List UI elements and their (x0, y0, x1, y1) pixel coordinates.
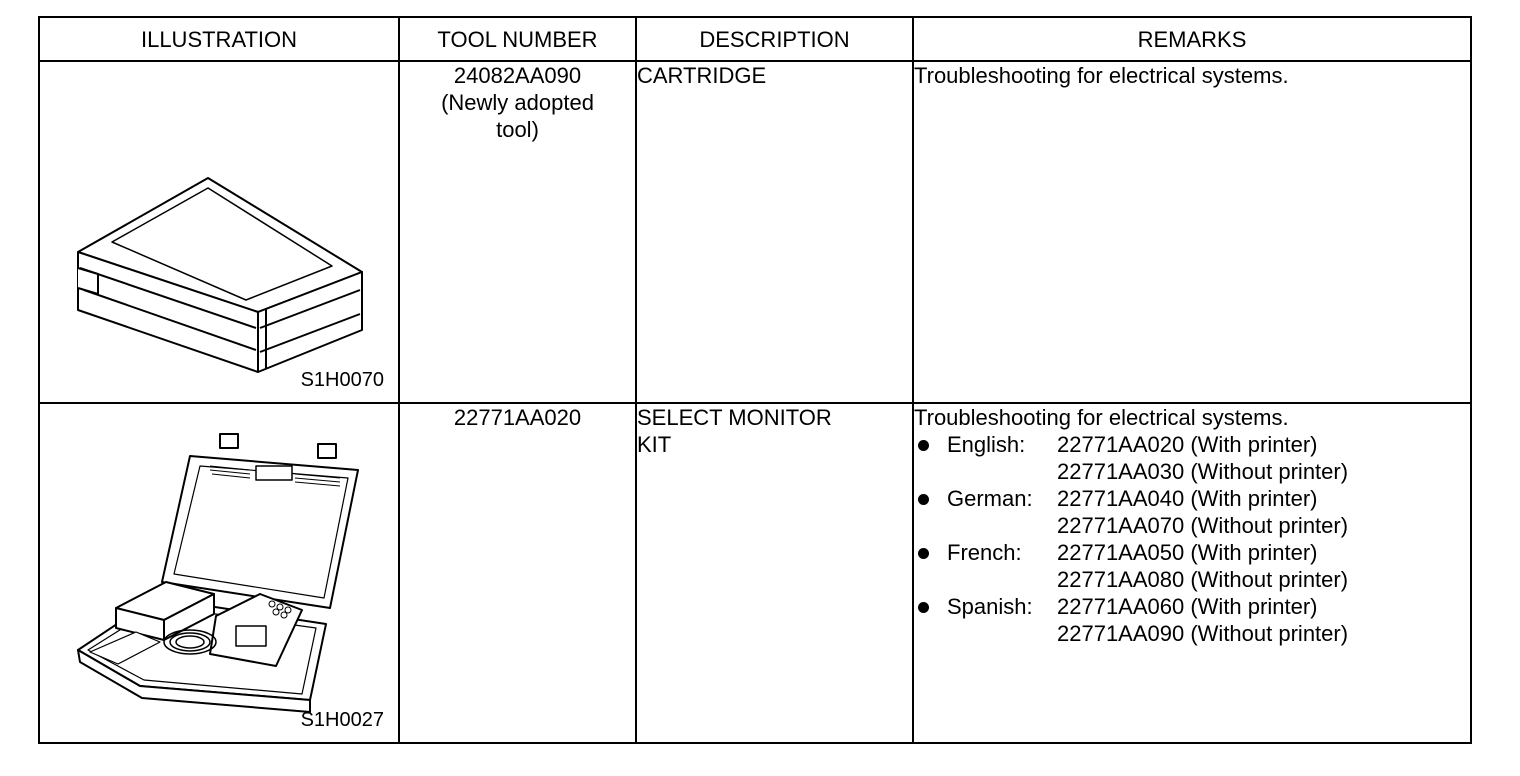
header-description: DESCRIPTION (636, 17, 913, 61)
list-item (914, 539, 1470, 593)
bullet-icon (918, 602, 929, 613)
description-cell (636, 403, 913, 743)
language-name: German: (947, 486, 1033, 511)
description-text: KIT (637, 432, 672, 457)
cartridge-drawing-icon (40, 62, 398, 402)
description-text: SELECT MONITOR (637, 405, 832, 430)
header-tool-number: TOOL NUMBER (399, 17, 636, 61)
bullet-icon (918, 440, 929, 451)
illustration-cell (39, 403, 399, 743)
illustration-cell (39, 61, 399, 403)
part-number-without-printer: 22771AA070 (Without printer) (1057, 513, 1349, 538)
language-name: French: (947, 540, 1022, 565)
tool-number: 24082AA090 (453, 63, 582, 88)
remarks-text: Troubleshooting for electrical systems. (914, 63, 1289, 88)
description-cell (636, 61, 913, 403)
select-monitor-kit-drawing-icon (40, 404, 398, 742)
list-item (914, 593, 1470, 647)
table-row (39, 403, 1471, 743)
tool-number-note: (Newly adopted (441, 90, 594, 115)
language-name: English: (947, 432, 1026, 457)
part-number-without-printer: 22771AA030 (Without printer) (1057, 459, 1349, 484)
figure-code: S1H0070 (300, 369, 384, 391)
part-number-with-printer: 22771AA060 (With printer) (1057, 594, 1318, 619)
part-number-with-printer: 22771AA050 (With printer) (1057, 540, 1318, 565)
tool-number: 22771AA020 (453, 405, 582, 430)
remarks-cell (913, 61, 1471, 403)
bullet-icon (918, 494, 929, 505)
part-number-without-printer: 22771AA080 (Without printer) (1057, 567, 1349, 592)
table-row (39, 61, 1471, 403)
part-number-with-printer: 22771AA020 (With printer) (1057, 432, 1318, 457)
language-list (914, 431, 1470, 647)
list-item (914, 431, 1470, 485)
figure-code: S1H0027 (300, 709, 384, 731)
remarks-cell (913, 403, 1471, 743)
special-tools-table (38, 16, 1472, 744)
language-name: Spanish: (947, 594, 1033, 619)
tool-number-cell (399, 61, 636, 403)
tool-number-cell (399, 403, 636, 743)
header-row (39, 17, 1471, 61)
part-number-with-printer: 22771AA040 (With printer) (1057, 486, 1318, 511)
list-item (914, 485, 1470, 539)
header-remarks: REMARKS (913, 17, 1471, 61)
description-text: CARTRIDGE (637, 63, 767, 88)
header-illustration: ILLUSTRATION (39, 17, 399, 61)
bullet-icon (918, 548, 929, 559)
part-number-without-printer: 22771AA090 (Without printer) (1057, 621, 1349, 646)
remarks-text: Troubleshooting for electrical systems. (914, 405, 1289, 430)
special-tools-sheet (38, 16, 1470, 742)
tool-number-note: tool) (496, 117, 539, 142)
